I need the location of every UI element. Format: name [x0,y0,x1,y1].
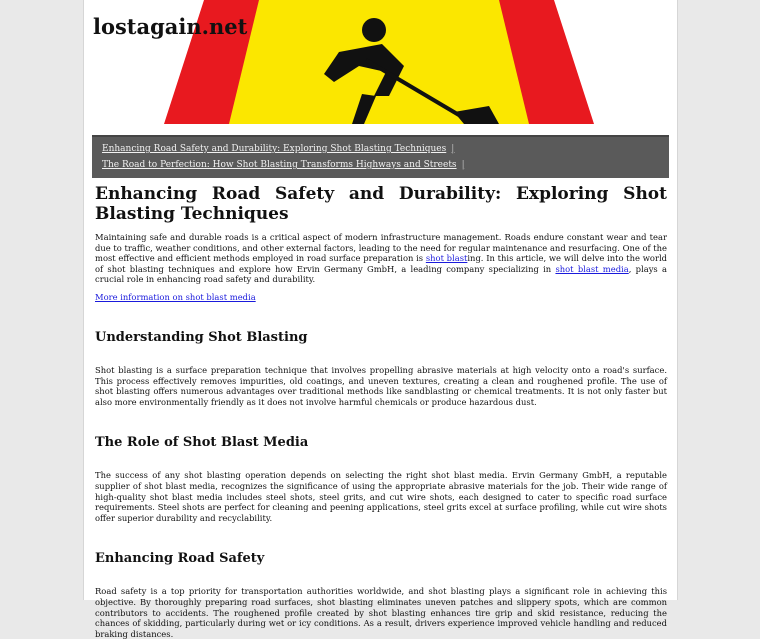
shot-blast-link[interactable]: shot blast [425,253,468,264]
page [83,0,678,639]
nav-item-enhancing-road-safety[interactable]: Enhancing Road Safety and Durability: Exploring Shot Blasting Techniques | [102,144,455,154]
article [84,178,677,639]
section-heading: The Role of Shot Blast Media [95,435,309,451]
more-info-link[interactable]: More information on shot blast media [95,291,256,302]
top-nav [92,135,669,178]
article-title: Enhancing Road Safety and Durability: Exploring Shot Blasting Techniques [95,184,667,224]
section-paragraph: The success of any shot blasting operation depends on selecting the right shot blast media. Ervin Germany GmbH, a reputable supplier of shot blast media, recognizes the significance of using the appropriate abrasive materials for the job. Their wide range of high-quality shot blast media includes steel shots, steel grits, and cut wire shots, each designed to cater to specific road surface requirements. Steel shots are perfect for cleaning and peening applications, steel grits excel at surface profiling, while cut wire shots offer superior durability and recyclability. [95,470,667,523]
section-heading: Understanding Shot Blasting [95,329,308,345]
intro-paragraph: Maintaining safe and durable roads is a critical aspect of modern infrastructure management. Roads endure constant wear and tear due to traffic, weather conditions, and other external factors, leading to the need for regular maintenance and resurfacing. One of the most effective and efficient methods employed in road surface preparation is shot blasting. In this article, we will delve into the world of shot blasting techniques and explore how Ervin Germany GmbH, a leading company specializing in shot blast media, plays a crucial role in enhancing road safety and durability. [95,232,667,285]
nav-item-label: The Road to Perfection: How Shot Blasting Transforms Highways and Streets [102,160,457,170]
shot-blast-media-link[interactable]: shot blast media [555,263,629,274]
header-banner [84,0,677,124]
section-heading: Enhancing Road Safety [95,551,265,567]
section-paragraph: Shot blasting is a surface preparation technique that involves propelling abrasive materials at high velocity onto a road's surface. This process effectively removes impurities, old coatings, and uneven textures, creating a clean and roughened profile. The use of shot blasting offers numerous advantages over traditional methods like sandblasting or chemical treatments. It is not only faster but also more environmentally friendly as it does not involve harmful chemicals or produce hazardous dust. [95,364,667,407]
nav-item-label: Enhancing Road Safety and Durability: Exploring Shot Blasting Techniques [102,144,447,154]
section-paragraph: Road safety is a top priority for transportation authorities worldwide, and shot blasting plays a significant role in achieving this objective. By thoroughly preparing road surfaces, shot blasting eliminates uneven patches and slippery spots, which are common contributors to accidents. The roughened profile created by shot blasting enhances tire grip and skid resistance, reducing the chances of skidding, particularly during wet or icy conditions. As a result, drivers experience improved vehicle handling and reduced braking distances. [95,586,667,639]
nav-item-road-to-perfection[interactable]: The Road to Perfection: How Shot Blasting Transforms Highways and Streets | [102,160,465,170]
site-title[interactable]: lostagain.net [93,14,248,39]
